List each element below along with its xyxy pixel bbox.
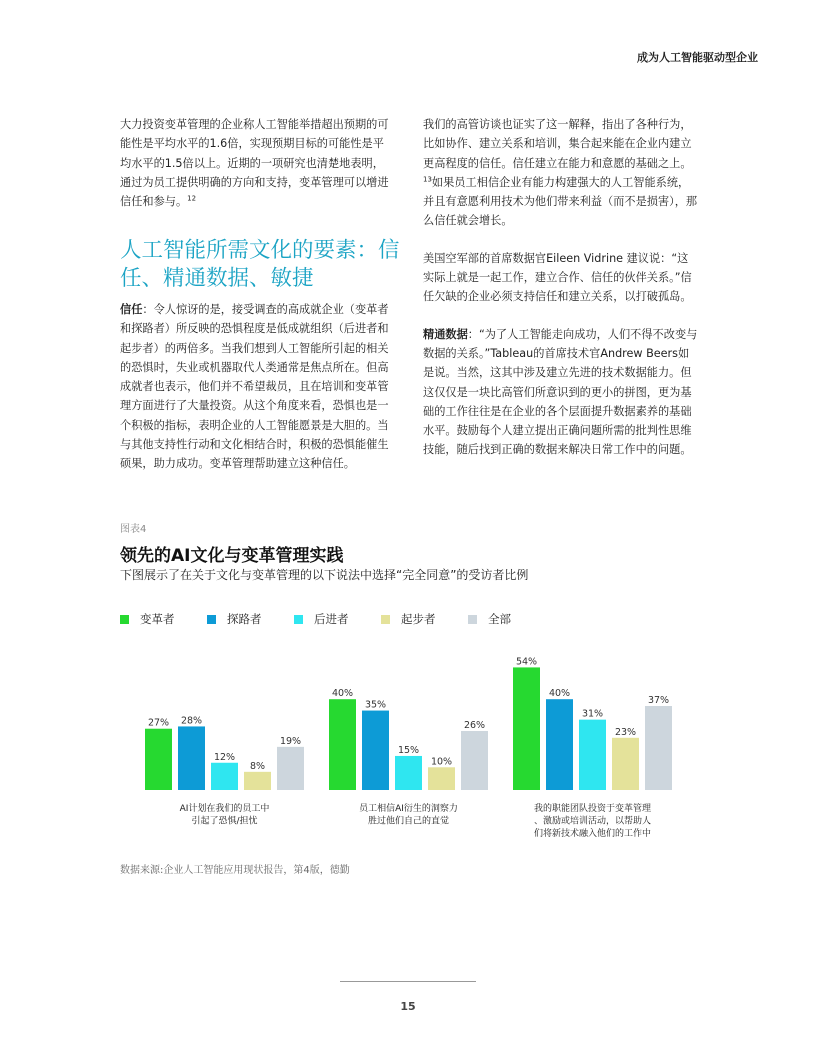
bar-label-0-1: 28%	[180, 715, 203, 727]
category-label-2-2: 们将新技术融入他们的工作中	[533, 829, 652, 839]
category-label-1-1: 胜过他们自己的直觉	[367, 816, 450, 827]
bar-2-0	[513, 667, 540, 790]
bar-label-2-2: 31%	[581, 708, 604, 720]
bar-label-1-4: 26%	[463, 719, 486, 731]
category-label-2-0: 我的职能团队投资于变革管理	[533, 804, 652, 814]
right-paragraph-2: 美国空军部的首席数据官Eileen Vidrine 建议说：“这实际上就是一起工作，建立合作、信任的伙伴关系。”信任欠缺的企业必须支持信任和建立关系，以打破孤岛。	[423, 251, 692, 304]
legend-label-4: 全部	[488, 612, 511, 626]
bar-1-4	[461, 731, 488, 790]
section-heading: 人工智能所需文化的要素：信任、精通数据、敏捷	[120, 238, 400, 291]
footnote-ref-12[interactable]: 12	[187, 194, 197, 203]
figure-title: 领先的AI文化与变革管理实践	[120, 546, 344, 566]
bar-label-2-3: 23%	[614, 726, 637, 738]
bar-label-1-1: 35%	[364, 699, 387, 711]
page-number: 15	[400, 1000, 416, 1013]
bar-label-0-2: 12%	[213, 751, 236, 763]
footer-divider	[340, 981, 476, 982]
legend-label-1: 探路者	[227, 612, 262, 626]
data-fluency-label: 精通数据	[423, 327, 468, 341]
right-p1-b: 如果员工相信企业有能力构建强大的人工智能系统，并且有意愿利用技术为他们带来利益（而不是损害），那么信任就会增长。	[423, 175, 698, 228]
bar-label-2-1: 40%	[548, 688, 571, 700]
category-label-0-1: 引起了恐惧/担忧	[191, 816, 258, 827]
bar-label-1-2: 15%	[397, 744, 420, 756]
bar-0-3	[244, 772, 271, 790]
bar-2-1	[546, 699, 573, 790]
figure-source: 数据来源:企业人工智能应用现状报告，第4版，德勤	[120, 865, 350, 876]
bar-label-0-3: 8%	[249, 760, 266, 772]
bar-label-2-0: 54%	[515, 656, 538, 668]
legend-label-0: 变革者	[140, 612, 175, 626]
data-fluency-text: ：“为了人工智能走向成功，人们不得不改变与数据的关系。”Tableau的首席技术官Andrew Beers如是说。当然，这其中涉及建立先进的技术数据能力。但这仅仅是一块比高管们所意识到的更小的拼图，更为基础的工作往往是在企业的各个层面提升数据素养的基础水平。鼓励每个人建立提出正确问题所需的批判性思维技能，随后找到正确的数据来解决日常工作中的问题。	[423, 327, 698, 457]
figure-subtitle: 下图展示了在关于文化与变革管理的以下说法中选择“完全同意”的受访者比例	[120, 568, 529, 582]
bar-label-1-3: 10%	[430, 756, 453, 768]
bar-label-2-4: 37%	[647, 695, 670, 707]
bar-1-3	[428, 767, 455, 790]
trust-text: ：令人惊讶的是，接受调查的高成就企业（变革者和探路者）所反映的恐惧程度是低成就组织（后进者和起步者）的两倍多。当我们想到人工智能所引起的相关的恐惧时，失业或机器取代人类通常是焦点所在。但高成就者也表示，他们并不希望裁员，且在培训和变革管理方面进行了大量投资。从这个角度来看，恐惧也是一个积极的指标，表明企业的人工智能愿景是大胆的。当与其他支持性行动和文化相结合时，积极的恐惧能催生硕果，助力成功。变革管理帮助建立这种信任。	[120, 303, 389, 471]
bar-0-1	[178, 726, 205, 790]
trust-label: 信任	[120, 303, 143, 316]
category-label-2-1: 、激励或培训活动，以帮助人	[533, 816, 652, 827]
intro-text: 大力投资变革管理的企业称人工智能举措超出预期的可能性是平均水平的1.6倍，实现预期目标的可能性是平均水平的1.5倍以上。近期的一项研究也清楚地表明，通过为员工提供明确的方向和支持，变革管理可以增进信任和参与。	[120, 118, 389, 209]
running-header: 成为人工智能驱动型企业	[637, 51, 758, 64]
bar-label-0-4: 19%	[279, 735, 302, 747]
bar-0-2	[211, 763, 238, 790]
bar-2-3	[612, 738, 639, 790]
footnote-ref-13[interactable]: 13	[423, 175, 432, 184]
category-label-1-0: 员工相信AI衍生的洞察力	[359, 804, 458, 814]
legend-label-2: 后进者	[314, 612, 349, 626]
bar-0-4	[277, 747, 304, 790]
bar-0-0	[145, 729, 172, 790]
bar-2-2	[579, 720, 606, 790]
bar-label-1-0: 40%	[331, 688, 354, 700]
category-label-0-0: AI计划在我们的员工中	[179, 804, 270, 814]
bar-1-0	[329, 699, 356, 790]
right-p1-a: 我们的高管访谈也证实了这一解释，指出了各种行为，比如协作、建立关系和培训，集合起来能在企业内建立更高程度的信任。信任建立在能力和意愿的基础之上。	[423, 118, 692, 170]
figure-label: 图表4	[120, 524, 147, 535]
bar-2-4	[645, 706, 672, 790]
legend-label-3: 起步者	[401, 612, 436, 626]
bar-1-2	[395, 756, 422, 790]
bar-1-1	[362, 711, 389, 790]
bar-label-0-0: 27%	[147, 717, 170, 729]
